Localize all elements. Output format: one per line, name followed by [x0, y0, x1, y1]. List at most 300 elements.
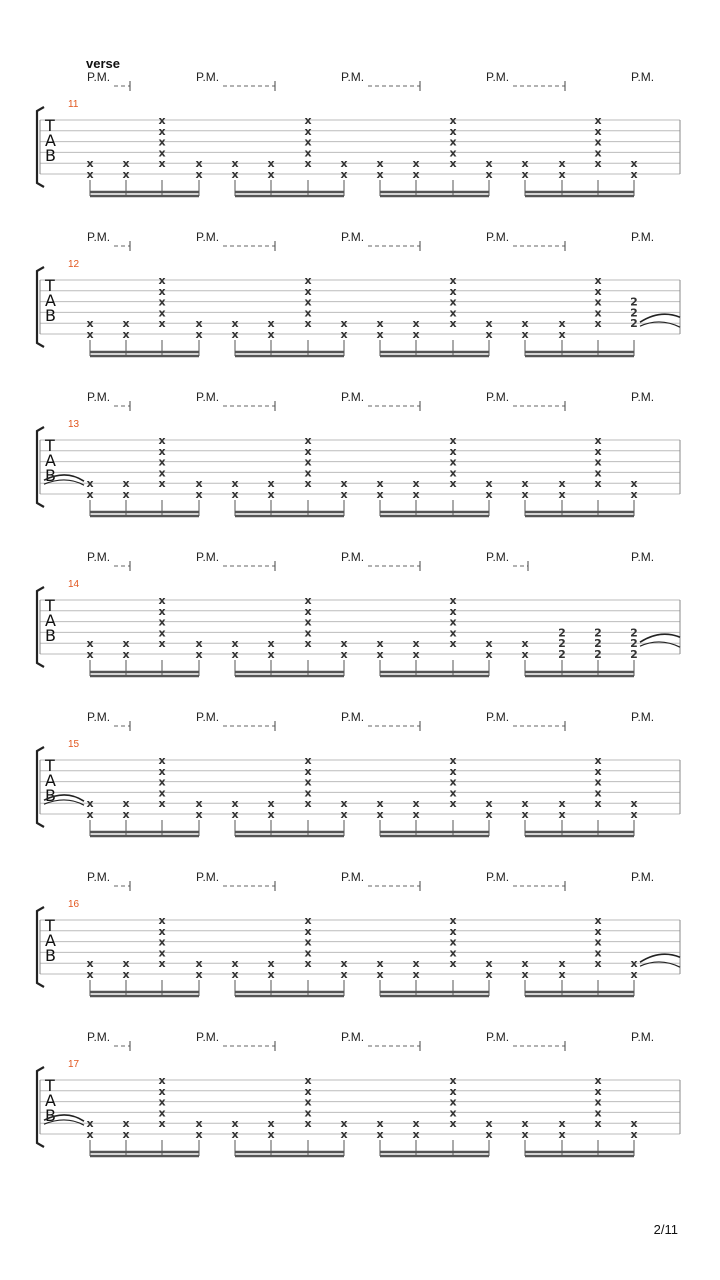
dead-note: x — [340, 1128, 348, 1141]
dead-note: x — [158, 797, 166, 811]
dead-note: x — [630, 157, 638, 171]
dead-note: x — [449, 146, 457, 160]
palm-mute-label: P.M. — [87, 70, 111, 84]
dead-note: x — [158, 626, 166, 640]
dead-note: x — [594, 146, 602, 160]
dead-note: x — [158, 157, 166, 171]
tab-clef-letter: A — [45, 770, 56, 790]
dead-note: x — [86, 1117, 94, 1131]
dead-note: x — [86, 648, 94, 661]
dead-note: x — [630, 808, 638, 821]
dead-note: x — [449, 274, 457, 287]
dead-note: x — [630, 797, 638, 811]
palm-mute-label: P.M. — [341, 550, 365, 564]
dead-note: x — [412, 328, 420, 341]
dead-note: x — [485, 637, 493, 651]
dead-note: x — [86, 1128, 94, 1141]
dead-note: x — [267, 168, 275, 181]
tab-clef-letter: T — [45, 435, 55, 455]
dead-note: x — [158, 274, 166, 287]
dead-note: x — [158, 957, 166, 971]
dead-note: x — [594, 764, 602, 778]
dead-note: x — [449, 477, 457, 491]
dead-note: x — [449, 946, 457, 960]
dead-note: x — [376, 328, 384, 341]
dead-note: x — [122, 648, 130, 661]
dead-note: x — [449, 306, 457, 320]
dead-note: x — [267, 317, 275, 331]
dead-note: x — [195, 1117, 203, 1131]
dead-note: x — [340, 157, 348, 171]
dead-note: x — [158, 124, 166, 138]
tab-clef-letter: A — [45, 130, 56, 150]
dead-note: x — [594, 124, 602, 138]
dead-note: x — [267, 328, 275, 341]
dead-note: x — [304, 924, 312, 938]
palm-mute-label: P.M. — [486, 1030, 510, 1044]
dead-note: x — [122, 1117, 130, 1131]
dead-note: x — [158, 615, 166, 629]
dead-note: x — [86, 488, 94, 501]
dead-note: x — [231, 488, 239, 501]
palm-mute-label: P.M. — [341, 870, 365, 884]
dead-note: x — [412, 808, 420, 821]
dead-note: x — [195, 968, 203, 981]
dead-note: x — [304, 935, 312, 949]
dead-note: x — [521, 488, 529, 501]
dead-note: x — [86, 477, 94, 491]
dead-note: x — [231, 328, 239, 341]
dead-note: x — [485, 648, 493, 661]
dead-note: x — [485, 808, 493, 821]
dead-note: x — [86, 808, 94, 821]
dead-note: x — [195, 648, 203, 661]
dead-note: x — [594, 754, 602, 767]
dead-note: x — [267, 1128, 275, 1141]
dead-note: x — [449, 786, 457, 800]
dead-note: x — [158, 1074, 166, 1087]
measure-number: 11 — [68, 99, 79, 110]
dead-note: x — [122, 808, 130, 821]
palm-mute-label: P.M. — [341, 230, 365, 244]
dead-note: x — [558, 1128, 566, 1141]
tab-system-12 — [37, 230, 680, 356]
dead-note: x — [594, 775, 602, 789]
dead-note: x — [449, 1117, 457, 1131]
dead-note: x — [304, 914, 312, 927]
dead-note: x — [340, 328, 348, 341]
dead-note: x — [267, 797, 275, 811]
fret-number: 2 — [594, 626, 602, 640]
dead-note: x — [304, 626, 312, 640]
dead-note: x — [304, 274, 312, 287]
dead-note: x — [594, 157, 602, 171]
dead-note: x — [195, 808, 203, 821]
dead-note: x — [594, 786, 602, 800]
dead-note: x — [412, 648, 420, 661]
dead-note: x — [630, 477, 638, 491]
dead-note: x — [412, 797, 420, 811]
tab-clef-letter: B — [45, 945, 56, 965]
dead-note: x — [304, 114, 312, 127]
palm-mute-label: P.M. — [87, 230, 111, 244]
tab-clef-letter: A — [45, 930, 56, 950]
dead-note: x — [86, 797, 94, 811]
dead-note: x — [195, 168, 203, 181]
dead-note: x — [122, 328, 130, 341]
dead-note: x — [304, 284, 312, 298]
dead-note: x — [158, 455, 166, 469]
dead-note: x — [122, 317, 130, 331]
tie-arc — [640, 954, 680, 962]
dead-note: x — [195, 637, 203, 651]
page-number: 2/11 — [653, 1222, 678, 1237]
measure-number: 12 — [68, 259, 80, 270]
dead-note: x — [521, 808, 529, 821]
dead-note: x — [195, 797, 203, 811]
palm-mute-label: P.M. — [196, 870, 220, 884]
dead-note: x — [449, 957, 457, 971]
palm-mute-label: P.M. — [87, 1030, 111, 1044]
tab-clef-letter: T — [45, 595, 55, 615]
dead-note: x — [485, 317, 493, 331]
dead-note: x — [630, 1128, 638, 1141]
palm-mute-label: P.M. — [196, 1030, 220, 1044]
dead-note: x — [376, 808, 384, 821]
dead-note: x — [304, 444, 312, 458]
dead-note: x — [485, 1128, 493, 1141]
dead-note: x — [412, 1128, 420, 1141]
dead-note: x — [521, 797, 529, 811]
dead-note: x — [304, 946, 312, 960]
dead-note: x — [558, 317, 566, 331]
dead-note: x — [158, 466, 166, 480]
dead-note: x — [158, 935, 166, 949]
dead-note: x — [485, 157, 493, 171]
dead-note: x — [231, 968, 239, 981]
dead-note: x — [412, 968, 420, 981]
dead-note: x — [521, 968, 529, 981]
dead-note: x — [412, 168, 420, 181]
tab-clef-letter: A — [45, 450, 56, 470]
dead-note: x — [521, 328, 529, 341]
dead-note: x — [558, 477, 566, 491]
dead-note: x — [304, 1095, 312, 1109]
dead-note: x — [594, 317, 602, 331]
dead-note: x — [594, 444, 602, 458]
dead-note: x — [449, 604, 457, 618]
dead-note: x — [304, 1074, 312, 1087]
dead-note: x — [412, 1117, 420, 1131]
dead-note: x — [267, 648, 275, 661]
dead-note: x — [158, 477, 166, 491]
palm-mute-label: P.M. — [87, 390, 111, 404]
dead-note: x — [122, 957, 130, 971]
dead-note: x — [158, 1106, 166, 1120]
dead-note: x — [158, 295, 166, 309]
palm-mute-label: P.M. — [87, 870, 111, 884]
dead-note: x — [485, 797, 493, 811]
dead-note: x — [558, 808, 566, 821]
tab-clef-letter: T — [45, 915, 55, 935]
tab-clef-letter: B — [45, 785, 56, 805]
palm-mute-label: P.M. — [196, 230, 220, 244]
dead-note: x — [449, 615, 457, 629]
dead-note: x — [231, 648, 239, 661]
dead-note: x — [158, 786, 166, 800]
palm-mute-label: P.M. — [87, 710, 111, 724]
dead-note: x — [340, 477, 348, 491]
dead-note: x — [594, 477, 602, 491]
dead-note: x — [630, 1117, 638, 1131]
fret-number: 2 — [630, 306, 638, 320]
palm-mute-label: P.M. — [631, 1030, 655, 1044]
dead-note: x — [158, 306, 166, 320]
dead-note: x — [158, 946, 166, 960]
dead-note: x — [340, 637, 348, 651]
dead-note: x — [558, 157, 566, 171]
dead-note: x — [231, 157, 239, 171]
dead-note: x — [122, 157, 130, 171]
dead-note: x — [376, 477, 384, 491]
tab-clef-letter: B — [45, 465, 56, 485]
dead-note: x — [485, 957, 493, 971]
dead-note: x — [304, 135, 312, 149]
measure-number: 16 — [68, 899, 80, 910]
dead-note: x — [122, 1128, 130, 1141]
dead-note: x — [449, 935, 457, 949]
dead-note: x — [449, 157, 457, 171]
dead-note: x — [449, 135, 457, 149]
dead-note: x — [304, 317, 312, 331]
palm-mute-label: P.M. — [631, 870, 655, 884]
dead-note: x — [158, 594, 166, 607]
palm-mute-label: P.M. — [486, 390, 510, 404]
dead-note: x — [231, 808, 239, 821]
dead-note: x — [195, 317, 203, 331]
dead-note: x — [558, 488, 566, 501]
dead-note: x — [158, 914, 166, 927]
measure-number: 17 — [68, 1059, 80, 1070]
dead-note: x — [340, 808, 348, 821]
dead-note: x — [86, 157, 94, 171]
palm-mute-label: P.M. — [196, 390, 220, 404]
dead-note: x — [267, 957, 275, 971]
dead-note: x — [558, 797, 566, 811]
palm-mute-label: P.M. — [341, 710, 365, 724]
dead-note: x — [449, 1106, 457, 1120]
dead-note: x — [594, 306, 602, 320]
dead-note: x — [449, 434, 457, 447]
dead-note: x — [231, 1128, 239, 1141]
tab-clef-letter: T — [45, 1075, 55, 1095]
dead-note: x — [304, 434, 312, 447]
tab-clef-letter: A — [45, 290, 56, 310]
dead-note: x — [304, 146, 312, 160]
palm-mute-label: P.M. — [631, 550, 655, 564]
dead-note: x — [376, 168, 384, 181]
dead-note: x — [594, 466, 602, 480]
dead-note: x — [412, 488, 420, 501]
dead-note: x — [521, 1117, 529, 1131]
dead-note: x — [340, 648, 348, 661]
dead-note: x — [304, 1117, 312, 1131]
dead-note: x — [231, 957, 239, 971]
dead-note: x — [594, 924, 602, 938]
dead-note: x — [449, 114, 457, 127]
dead-note: x — [86, 957, 94, 971]
tab-system-14 — [37, 550, 680, 676]
dead-note: x — [340, 168, 348, 181]
dead-note: x — [558, 1117, 566, 1131]
palm-mute-label: P.M. — [631, 390, 655, 404]
dead-note: x — [304, 775, 312, 789]
dead-note: x — [630, 168, 638, 181]
dead-note: x — [231, 477, 239, 491]
dead-note: x — [594, 455, 602, 469]
dead-note: x — [594, 135, 602, 149]
fret-number: 2 — [558, 626, 566, 640]
tab-system-17 — [37, 1030, 680, 1156]
measure-number: 13 — [68, 419, 80, 430]
dead-note: x — [521, 637, 529, 651]
palm-mute-label: P.M. — [486, 870, 510, 884]
dead-note: x — [304, 1106, 312, 1120]
palm-mute-label: P.M. — [341, 70, 365, 84]
dead-note: x — [558, 968, 566, 981]
dead-note: x — [485, 168, 493, 181]
measure-number: 15 — [68, 739, 80, 750]
dead-note: x — [158, 924, 166, 938]
dead-note: x — [267, 157, 275, 171]
dead-note: x — [449, 775, 457, 789]
dead-note: x — [86, 317, 94, 331]
dead-note: x — [630, 957, 638, 971]
dead-note: x — [158, 1117, 166, 1131]
dead-note: x — [304, 477, 312, 491]
dead-note: x — [521, 168, 529, 181]
fret-number: 2 — [558, 648, 566, 661]
tie-arc — [640, 634, 680, 642]
dead-note: x — [449, 444, 457, 458]
tab-system-13 — [37, 390, 680, 516]
dead-note: x — [521, 157, 529, 171]
dead-note: x — [412, 477, 420, 491]
tab-system-11 — [37, 70, 680, 196]
dead-note: x — [594, 434, 602, 447]
dead-note: x — [594, 1106, 602, 1120]
tab-systems — [37, 70, 680, 1156]
dead-note: x — [376, 157, 384, 171]
dead-note: x — [158, 114, 166, 127]
dead-note: x — [376, 797, 384, 811]
dead-note: x — [449, 1084, 457, 1098]
dead-note: x — [376, 488, 384, 501]
palm-mute-label: P.M. — [196, 550, 220, 564]
palm-mute-label: P.M. — [486, 70, 510, 84]
dead-note: x — [449, 637, 457, 651]
dead-note: x — [449, 626, 457, 640]
section-label-verse: verse — [86, 56, 120, 71]
dead-note: x — [594, 957, 602, 971]
dead-note: x — [122, 168, 130, 181]
dead-note: x — [304, 455, 312, 469]
dead-note: x — [449, 317, 457, 331]
fret-number: 2 — [558, 637, 566, 651]
fret-number: 2 — [630, 648, 638, 661]
dead-note: x — [86, 637, 94, 651]
dead-note: x — [376, 1128, 384, 1141]
dead-note: x — [449, 924, 457, 938]
dead-note: x — [122, 968, 130, 981]
dead-note: x — [267, 1117, 275, 1131]
tab-system-16 — [37, 870, 680, 996]
tab-clef-letter: B — [45, 145, 56, 165]
dead-note: x — [158, 444, 166, 458]
dead-note: x — [376, 648, 384, 661]
dead-note: x — [521, 317, 529, 331]
fret-number: 2 — [630, 317, 638, 331]
dead-note: x — [376, 957, 384, 971]
dead-note: x — [594, 1117, 602, 1131]
dead-note: x — [86, 168, 94, 181]
dead-note: x — [86, 968, 94, 981]
dead-note: x — [521, 477, 529, 491]
dead-note: x — [412, 157, 420, 171]
dead-note: x — [485, 477, 493, 491]
dead-note: x — [231, 1117, 239, 1131]
dead-note: x — [630, 968, 638, 981]
dead-note: x — [412, 637, 420, 651]
tie-arc — [640, 314, 680, 322]
tab-clef-letter: T — [45, 115, 55, 135]
dead-note: x — [158, 754, 166, 767]
dead-note: x — [594, 946, 602, 960]
dead-note: x — [376, 968, 384, 981]
dead-note: x — [449, 1095, 457, 1109]
dead-note: x — [231, 168, 239, 181]
dead-note: x — [485, 488, 493, 501]
dead-note: x — [449, 594, 457, 607]
dead-note: x — [558, 328, 566, 341]
tab-clef-letter: T — [45, 275, 55, 295]
dead-note: x — [231, 797, 239, 811]
dead-note: x — [340, 797, 348, 811]
dead-note: x — [304, 295, 312, 309]
dead-note: x — [521, 648, 529, 661]
dead-note: x — [304, 157, 312, 171]
dead-note: x — [558, 168, 566, 181]
palm-mute-label: P.M. — [631, 230, 655, 244]
dead-note: x — [521, 1128, 529, 1141]
dead-note: x — [340, 488, 348, 501]
dead-note: x — [485, 328, 493, 341]
dead-note: x — [340, 968, 348, 981]
dead-note: x — [267, 637, 275, 651]
dead-note: x — [122, 637, 130, 651]
dead-note: x — [158, 146, 166, 160]
dead-note: x — [521, 957, 529, 971]
dead-note: x — [376, 637, 384, 651]
fret-number: 2 — [594, 648, 602, 661]
tab-clef-letter: B — [45, 1105, 56, 1125]
tab-clef-letter: B — [45, 305, 56, 325]
dead-note: x — [340, 317, 348, 331]
dead-note: x — [304, 764, 312, 778]
dead-note: x — [158, 284, 166, 298]
dead-note: x — [304, 124, 312, 138]
dead-note: x — [449, 455, 457, 469]
